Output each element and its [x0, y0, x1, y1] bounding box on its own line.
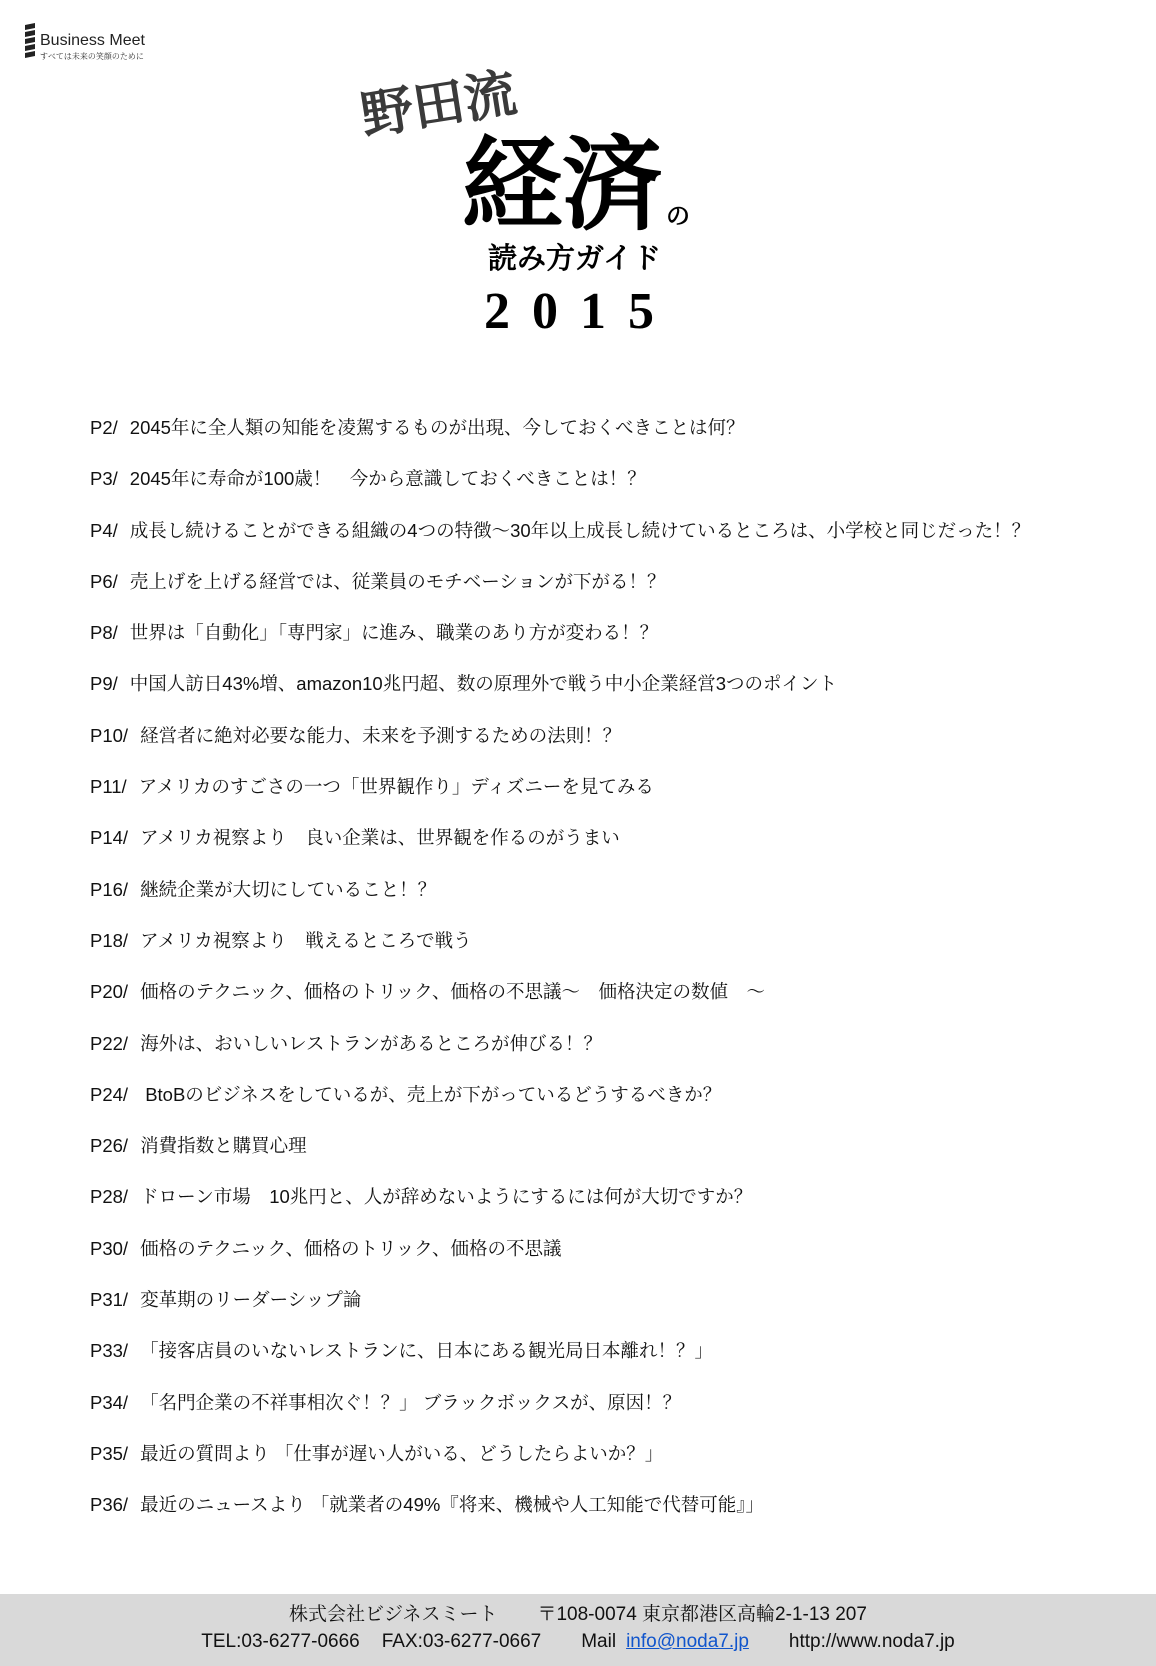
footer-address-line	[0, 1602, 1156, 1628]
toc-page-number: P30/	[90, 1237, 129, 1259]
footer-mail-label: Mail	[581, 1631, 617, 1652]
footer-contact-line	[0, 1629, 1156, 1655]
toc-page-number: P10/	[90, 724, 129, 746]
toc-page-number: P16/	[90, 878, 129, 900]
toc-item	[90, 710, 1030, 761]
footer-email-link[interactable]: info@noda7.jp	[626, 1631, 749, 1652]
footer-tel: TEL:03-6277-0666	[201, 1631, 360, 1652]
title-prefix: 野田流	[357, 65, 521, 146]
toc-item	[90, 1171, 1030, 1222]
toc-item	[90, 1428, 1030, 1479]
toc-item	[90, 1069, 1030, 1120]
stacked-bars-logo-icon	[23, 23, 37, 61]
logo-tagline: すべては未来の笑顔のために	[40, 52, 144, 61]
toc-item	[90, 761, 1030, 812]
toc-page-number: P2/	[90, 417, 118, 438]
toc-title: 売上げを上げる経営では、従業員のモチベーションが下がる！？	[129, 570, 666, 592]
contact-footer	[0, 1594, 1156, 1666]
toc-page-number: P18/	[90, 929, 129, 951]
toc-title: 「接客店員のいないレストランに、日本にある観光局日本離れ！？」	[140, 1340, 714, 1362]
toc-title: 世界は「自動化」「専門家」に進み、職業のあり方が変わる！？	[129, 622, 659, 644]
toc-title: BtoBのビジネスをしているが、売上が下がっているどうするべきか？	[140, 1083, 722, 1105]
toc-item	[90, 1274, 1030, 1325]
toc-title: 2045年に全人類の知能を凌駕するものが出現、今しておくべきことは何？	[129, 417, 745, 438]
toc-item	[90, 1223, 1030, 1274]
toc-title: ドローン市場 10兆円と、人が辞めないようにするには何が大切ですか？	[140, 1186, 753, 1208]
toc-title: 経営者に絶対必要な能力、未来を予測するための法則！？	[140, 724, 622, 746]
toc-page-number: P33/	[90, 1340, 129, 1362]
footer-address: 〒108-0074 東京都港区高輪2-1-13 207	[537, 1604, 867, 1625]
toc-page-number: P9/	[90, 673, 118, 695]
toc-title: 「名門企業の不祥事相次ぐ！？」 ブラックボックスが、原因！？	[140, 1391, 682, 1413]
toc-item	[90, 1377, 1030, 1428]
toc-page-number: P22/	[90, 1032, 129, 1054]
toc-item	[90, 1018, 1030, 1069]
company-logo	[23, 23, 163, 65]
table-of-contents	[90, 402, 1030, 1531]
title-subtitle: 読み方ガイド	[488, 243, 662, 275]
toc-page-number: P20/	[90, 981, 129, 1003]
toc-title: 価格のテクニック、価格のトリック、価格の不思議～ 価格決定の数値 ～	[140, 981, 765, 1003]
toc-item	[90, 556, 1030, 607]
footer-company: 株式会社ビジネスミート	[289, 1604, 498, 1625]
toc-item	[90, 1325, 1030, 1376]
toc-page-number: P28/	[90, 1186, 129, 1208]
footer-fax: FAX:03-6277-0667	[381, 1631, 542, 1652]
logo-name: Business Meet	[40, 32, 145, 49]
toc-title: 最近のニュースより 「就業者の49%『将来、機械や人工知能で代替可能』」	[140, 1494, 765, 1516]
toc-item	[90, 1479, 1030, 1530]
toc-title: 2045年に寿命が100歳！ 今から意識しておくべきことは！？	[129, 468, 646, 490]
toc-item	[90, 453, 1030, 504]
toc-item	[90, 658, 1030, 709]
toc-item	[90, 402, 1030, 453]
title-main: 経済	[462, 130, 662, 241]
toc-page-number: P31/	[90, 1289, 129, 1311]
toc-title: 中国人訪日43%増、amazon10兆円超、数の原理外で戦う中小企業経営3つのポイント	[129, 673, 837, 695]
toc-page-number: P8/	[90, 622, 118, 644]
toc-page-number: P11/	[90, 776, 127, 798]
toc-item	[90, 607, 1030, 658]
toc-item	[90, 966, 1030, 1017]
toc-title: アメリカ視察より 戦えるところで戦う	[140, 929, 472, 951]
toc-item	[90, 864, 1030, 915]
toc-page-number: P34/	[90, 1391, 129, 1413]
toc-title: 継続企業が大切にしていること！？	[140, 878, 437, 900]
toc-title: 最近の質問より 「仕事が遅い人がいる、どうしたらよいか？」	[140, 1442, 664, 1464]
toc-page-number: P4/	[90, 519, 118, 541]
toc-page-number: P24/	[90, 1083, 129, 1105]
toc-page-number: P3/	[90, 468, 118, 490]
title-particle: の	[666, 204, 690, 230]
toc-page-number: P35/	[90, 1442, 129, 1464]
toc-title: 成長し続けることができる組織の4つの特徴～30年以上成長し続けているところは、小学校と同じだった！？	[129, 519, 1031, 541]
toc-title: 変革期のリーダーシップ論	[140, 1289, 362, 1311]
title-year: 2015	[484, 283, 676, 340]
toc-title: 価格のテクニック、価格のトリック、価格の不思議	[140, 1237, 562, 1259]
toc-item	[90, 812, 1030, 863]
toc-page-number: P26/	[90, 1135, 129, 1157]
toc-title: 消費指数と購買心理	[140, 1135, 307, 1157]
toc-title: アメリカのすごさの一つ「世界観作り」ディズニーを見てみる	[138, 776, 654, 798]
footer-url: http://www.noda7.jp	[788, 1631, 955, 1652]
toc-item	[90, 1120, 1030, 1171]
toc-title: 海外は、おいしいレストランがあるところが伸びる！？	[140, 1032, 603, 1054]
toc-page-number: P14/	[90, 827, 129, 849]
toc-item	[90, 505, 1030, 556]
toc-page-number: P6/	[90, 570, 118, 592]
toc-title: アメリカ視察より 良い企業は、世界観を作るのがうまい	[140, 827, 620, 849]
toc-page-number: P36/	[90, 1494, 129, 1516]
toc-item	[90, 915, 1030, 966]
